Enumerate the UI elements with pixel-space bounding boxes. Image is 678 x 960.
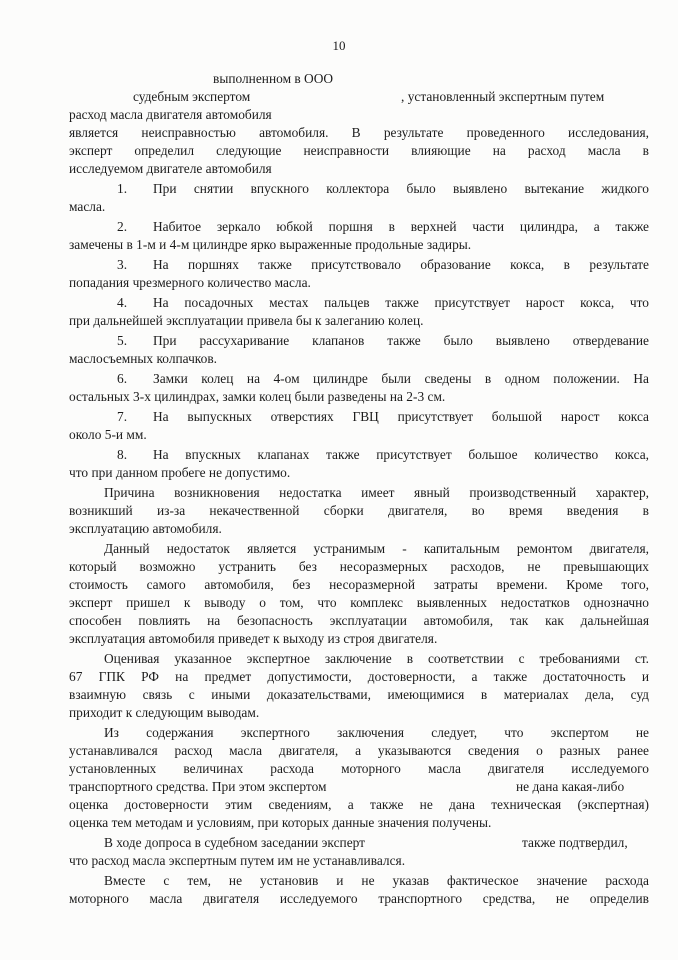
text-line: также подтвердил, (522, 835, 628, 850)
list-number: 3. (117, 257, 128, 272)
text-line: транспортного средства. При этом экспертом (69, 779, 327, 794)
list-number: 5. (117, 333, 128, 348)
text-line: Данный недостаток является устранимым - капитальным ремонтом двигателя, (104, 541, 649, 556)
text-line: который возможно устранить без несоразмерных расходов, не превышающих (69, 559, 649, 574)
list-number: 1. (117, 181, 128, 196)
text-line: не дана какая-либо (516, 779, 625, 794)
text-line: эксплуатацию автомобиля. (69, 521, 222, 536)
text-line: моторного масла двигателя исследуемого транспортного средства, не определив (69, 891, 649, 906)
text-line: установленных величинах расхода моторного масла двигателя исследуемого (69, 761, 649, 776)
text-line: что при данном пробеге не допустимо. (69, 465, 291, 480)
text-line: выполненном в ООО (213, 71, 334, 86)
text-line: Из содержания экспертного заключения следует, что экспертом не (104, 725, 649, 740)
text-line: остальных 3-х цилиндрах, замки колец были разведены на 2-3 см. (69, 389, 446, 404)
text-line: исследуемом двигателе автомобиля (69, 161, 272, 176)
text-line: является неисправностью автомобиля. В результате проведенного исследования, (69, 125, 649, 140)
list-number: 8. (117, 447, 128, 462)
text-line: около 5-и мм. (69, 427, 147, 442)
text-line: При рассухаривание клапанов также было выявлено отвердевание (153, 333, 649, 348)
text-line: оценка достоверности этим сведениям, а также не дана техническая (экспертная) (69, 797, 649, 812)
text-line: В ходе допроса в судебном заседании эксперт (104, 835, 366, 850)
text-line: замечены в 1-м и 4-м цилиндре ярко выраженные продольные задиры. (69, 237, 472, 252)
text-line: попадания чрезмерного количество масла. (69, 275, 311, 290)
text-line: Замки колец на 4-ом цилиндре были сведены в одном положении. На (153, 371, 649, 386)
text-line: На выпускных отверстиях ГВЦ присутствует большой нарост кокса (153, 409, 649, 424)
page-number: 10 (332, 38, 346, 53)
text-line: При снятии впускного коллектора было выявлено вытекание жидкого (153, 181, 649, 196)
text-line: устанавливался расход масла двигателя, а указываются сведения о разных ранее (69, 743, 649, 758)
text-line: эксплуатация автомобиля приведет к выходу из строя двигателя. (69, 631, 438, 646)
text-line: На впускных клапанах также присутствует большое количество кокса, (153, 447, 649, 462)
text-line: судебным экспертом (133, 89, 251, 104)
text-line: эксперт пришел к выводу о том, что комплекс выявленных недостатков однозначно (69, 595, 649, 610)
text-line: расход масла двигателя автомобиля (69, 107, 272, 122)
text-line: маслосъемных колпачков. (69, 351, 217, 366)
text-line: , установленный экспертным путем (401, 89, 605, 104)
text-line: Причина возникновения недостатка имеет явный производственный характер, (104, 485, 649, 500)
text-line: при дальнейшей эксплуатации привела бы к залеганию колец. (69, 313, 424, 328)
text-line: Вместе с тем, не установив и не указав фактическое значение расхода (104, 873, 649, 888)
text-line: масла. (69, 199, 106, 214)
list-number: 7. (117, 409, 128, 424)
text-line: эксперт определил следующие неисправности влияющие на расход масла в (69, 143, 649, 158)
text-line: оценка тем методам и условиям, при которых данные значения получены. (69, 815, 492, 830)
text-line: взаимную связь с иными доказательствами, имеющимися в материалах дела, суд (69, 687, 649, 702)
text-line: что расход масла экспертным путем им не устанавливался. (69, 853, 406, 868)
text-line: На посадочных местах пальцев также присутствует нарост кокса, что (153, 295, 649, 310)
text-line: Оценивая указанное экспертное заключение в соответствии с требованиями ст. (104, 651, 649, 666)
text-line: стоимость самого автомобиля, без несоразмерной затраты времени. Кроме того, (69, 577, 649, 592)
text-line: 67 ГПК РФ на предмет допустимости, достоверности, а также достаточность и (69, 669, 649, 684)
text-line: На поршнях также присутствовало образование кокса, в результате (153, 257, 649, 272)
text-line: Набитое зеркало юбкой поршня в верхней части цилиндра, а также (153, 219, 649, 234)
list-number: 6. (117, 371, 128, 386)
text-line: возникший из-за некачественной сборки двигателя, во время введения в (69, 503, 649, 518)
text-line: приходит к следующим выводам. (69, 705, 260, 720)
text-line: способен повлиять на безопасность эксплуатации автомобиля, так как дальнейшая (69, 613, 649, 628)
list-number: 2. (117, 219, 128, 234)
list-number: 4. (117, 295, 128, 310)
